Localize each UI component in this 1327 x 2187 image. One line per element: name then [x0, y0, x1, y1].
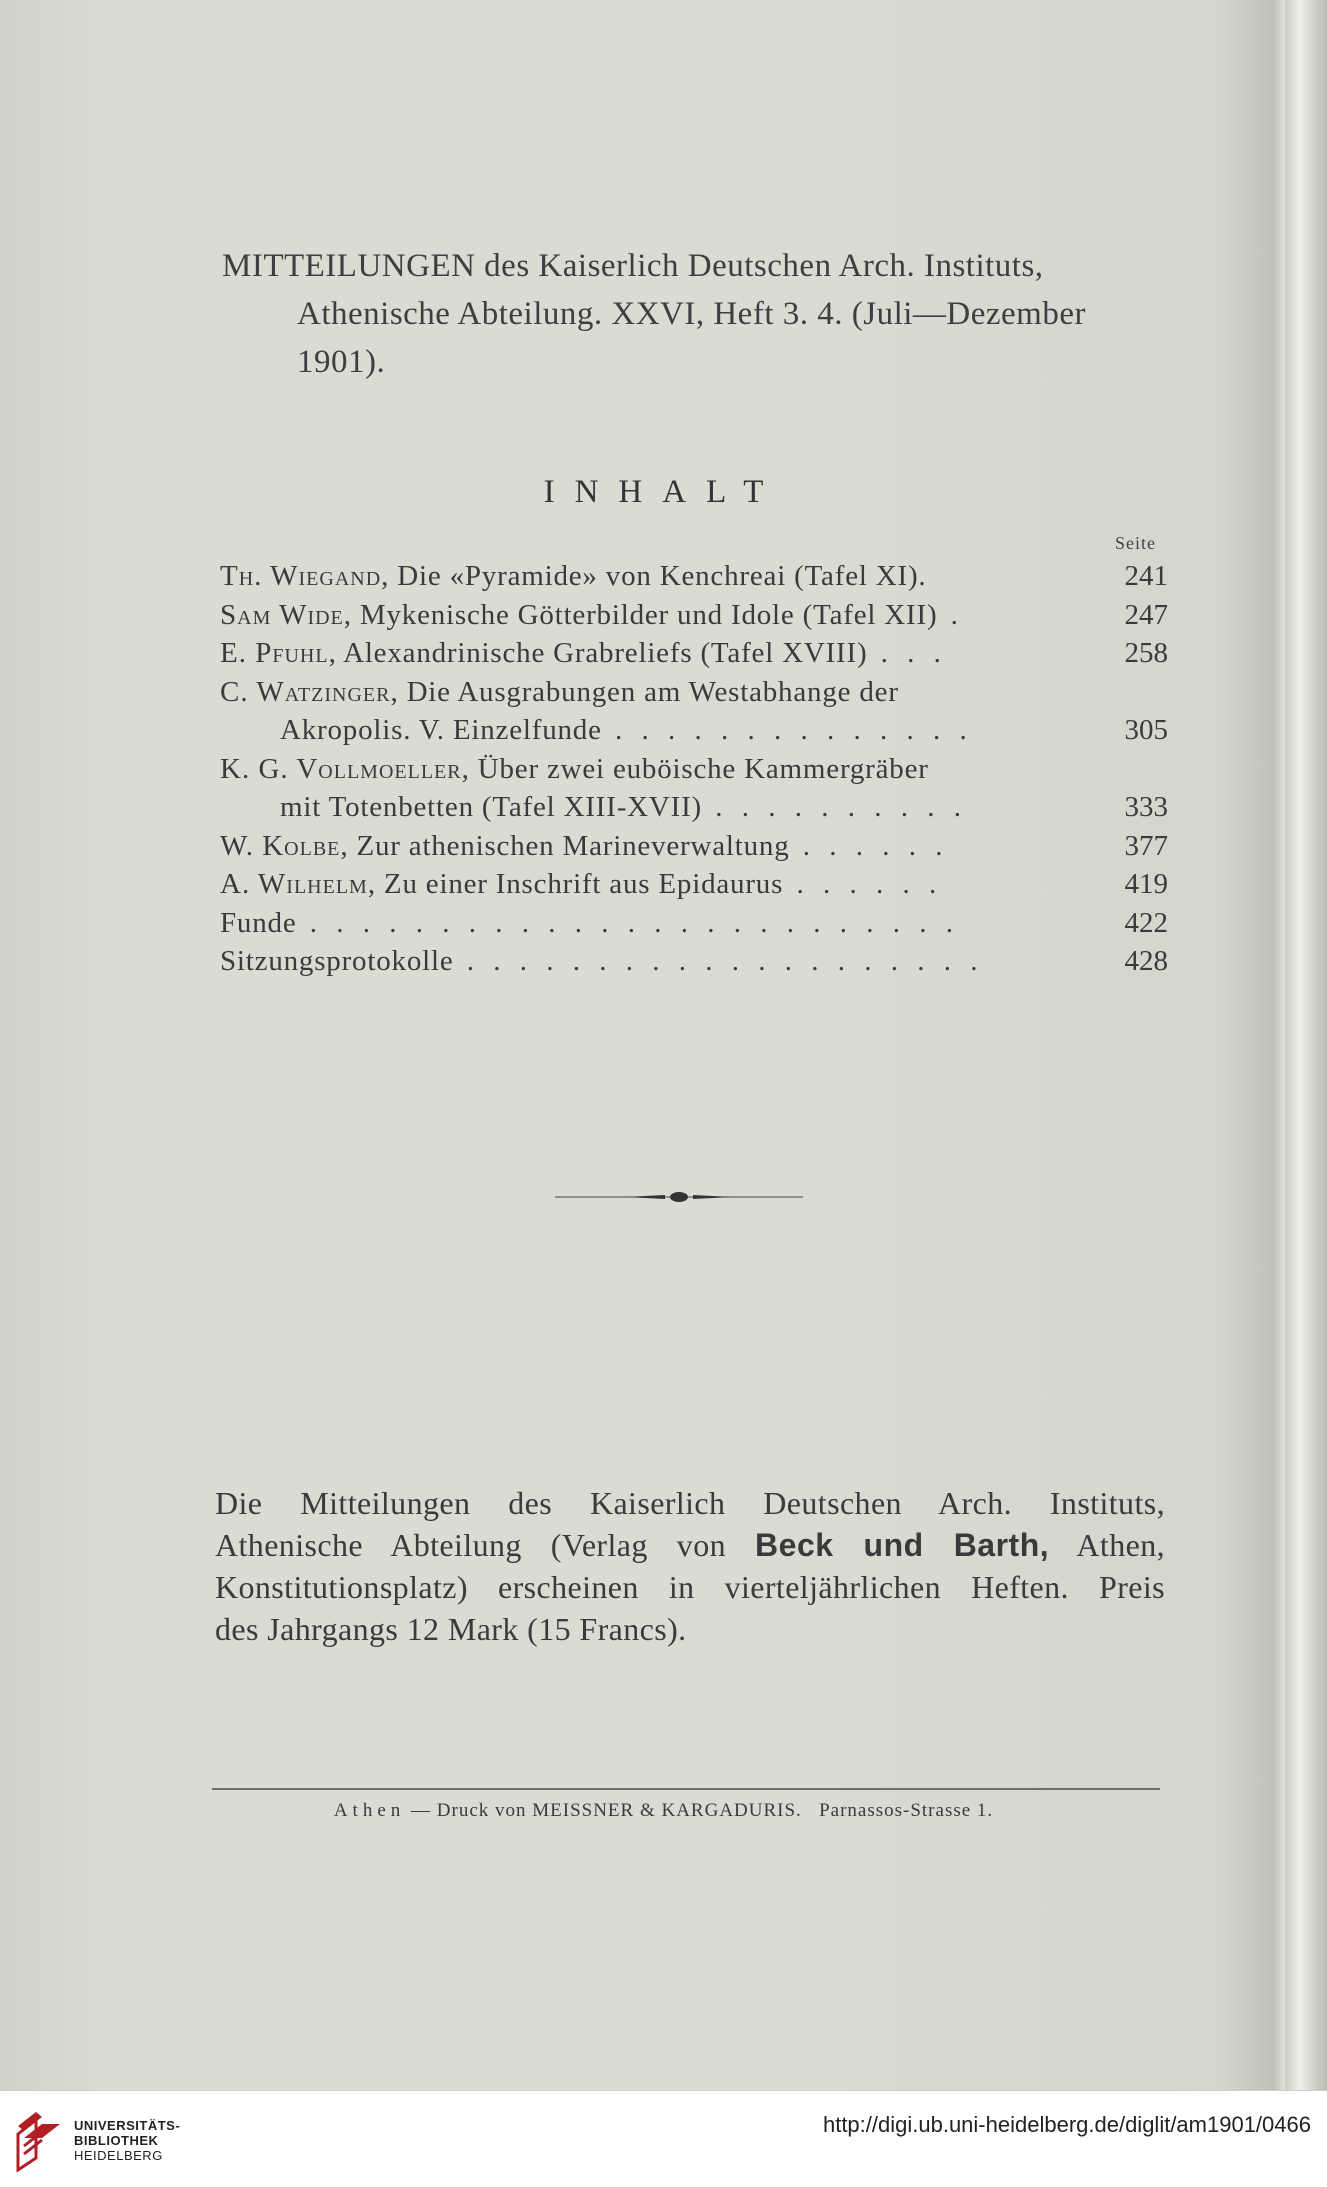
toc-author: W. Kolbe	[220, 829, 341, 862]
toc-title: , Mykenische Götterbilder und Idole (Tafel XII)	[343, 598, 938, 631]
digitization-footer	[0, 2090, 1327, 2187]
toc-title: , Über zwei euböische Kammergräber	[461, 752, 929, 785]
publication-notice	[215, 1482, 1165, 1650]
toc-entry-continuation	[220, 788, 1168, 827]
toc-title: mit Totenbetten (Tafel XIII-XVII)	[280, 791, 703, 823]
notice-line-1: Die Mitteilungen des Kaiserlich Deutschen Arch. Instituts,	[215, 1485, 1165, 1521]
library-logo-icon[interactable]	[14, 2108, 64, 2172]
notice-text: Athen,	[1049, 1527, 1166, 1563]
toc-dots: . . .	[867, 637, 947, 669]
imprint-rule	[212, 1788, 1160, 1790]
toc-dots: . . . . . .	[789, 829, 949, 862]
library-name-line-2: BIBLIOTHEK	[74, 2133, 159, 2148]
notice-line-4: des Jahrgangs 12 Mark (15 Francs).	[215, 1611, 687, 1647]
toc-title: , Zur athenischen Marineverwaltung	[340, 829, 790, 862]
toc-dots: . . . . . . . . . .	[702, 791, 968, 823]
publisher-name: Beck und Barth,	[755, 1527, 1050, 1563]
toc-dots: . . . . . . . . . . . . . . . . . . . . . . . . .	[296, 906, 959, 939]
contents-title: INHALT	[543, 474, 784, 510]
imprint-text: — Druck von	[405, 1800, 533, 1821]
toc-author: E. Pfuhl	[220, 637, 329, 669]
toc-page-number: 422	[1124, 906, 1168, 939]
toc-entry	[220, 634, 1168, 673]
ornamental-divider	[555, 1190, 803, 1204]
toc-dots: . . . . . .	[783, 868, 943, 900]
toc-title: , Zu einer Inschrift aus Epidaurus	[367, 868, 784, 900]
journal-heading	[222, 242, 1172, 386]
printer-imprint	[0, 1800, 1327, 1822]
toc-title: Sitzungsprotokolle	[220, 945, 454, 977]
toc-page-number: 333	[1124, 791, 1168, 823]
source-url-link[interactable]: http://digi.ub.uni-heidelberg.de/diglit/am1901/0466	[822, 2112, 1311, 2137]
book-spine-edge	[1285, 0, 1327, 2090]
toc-entry-continuation	[220, 711, 1168, 750]
toc-author: A. Wilhelm	[220, 868, 368, 900]
toc-title: , Alexandrinische Grabreliefs (Tafel XVIII)	[328, 637, 868, 669]
toc-title: Funde	[220, 906, 297, 939]
heading-line-3: 1901).	[297, 344, 386, 380]
toc-page-number: 419	[1124, 868, 1168, 900]
toc-page-number: 247	[1124, 598, 1168, 631]
toc-author: K. G. Vollmoeller	[220, 752, 462, 785]
notice-text: Athenische Abteilung (Verlag von	[215, 1527, 756, 1563]
toc-entry	[220, 557, 1168, 596]
library-name-line-1: UNIVERSITÄTS-	[74, 2118, 181, 2133]
toc-entry	[220, 750, 1168, 789]
toc-author: C. Watzinger	[220, 675, 391, 708]
toc-dots: . . . . . . . . . . . . . .	[601, 714, 973, 746]
table-of-contents	[220, 557, 1168, 981]
toc-author: Th. Wiegand	[220, 560, 382, 592]
toc-page-number: 377	[1124, 829, 1168, 862]
toc-page-number: 241	[1124, 560, 1168, 592]
library-name	[74, 2118, 180, 2163]
imprint-address: Parnassos-Strasse 1.	[819, 1800, 994, 1821]
toc-author: Sam Wide	[220, 598, 344, 631]
toc-title: Akropolis. V. Einzelfunde	[280, 714, 602, 746]
toc-entry	[220, 904, 1168, 943]
toc-page-number: 258	[1124, 637, 1168, 669]
toc-entry	[220, 673, 1168, 712]
toc-entry	[220, 865, 1168, 904]
notice-line-3: Konstitutionsplatz) erscheinen in vierteljährlichen Heften. Preis	[215, 1569, 1165, 1605]
toc-title: , Die Ausgrabungen am Westabhange der	[390, 675, 899, 708]
notice-line-2	[215, 1524, 1165, 1566]
toc-dots: .	[937, 598, 964, 631]
library-name-line-3: HEIDELBERG	[74, 2148, 163, 2163]
heading-line-1: MITTEILUNGEN des Kaiserlich Deutschen Arch. Instituts,	[222, 248, 1044, 284]
imprint-printer: MEISSNER & KARGADURIS.	[532, 1800, 802, 1821]
toc-page-number: 428	[1124, 945, 1168, 977]
page-column-header: Seite	[1115, 533, 1156, 553]
toc-page-number: 305	[1124, 714, 1168, 746]
toc-title: , Die «Pyramide» von Kenchreai (Tafel XI).	[381, 560, 927, 592]
toc-entry	[220, 596, 1168, 635]
toc-entry	[220, 827, 1168, 866]
toc-entry	[220, 942, 1168, 981]
toc-dots: . . . . . . . . . . . . . . . . . . . .	[453, 945, 984, 977]
heading-line-2: Athenische Abteilung. XXVI, Heft 3. 4. (Juli—Dezember	[297, 296, 1086, 332]
imprint-place: Athen	[333, 1800, 406, 1821]
